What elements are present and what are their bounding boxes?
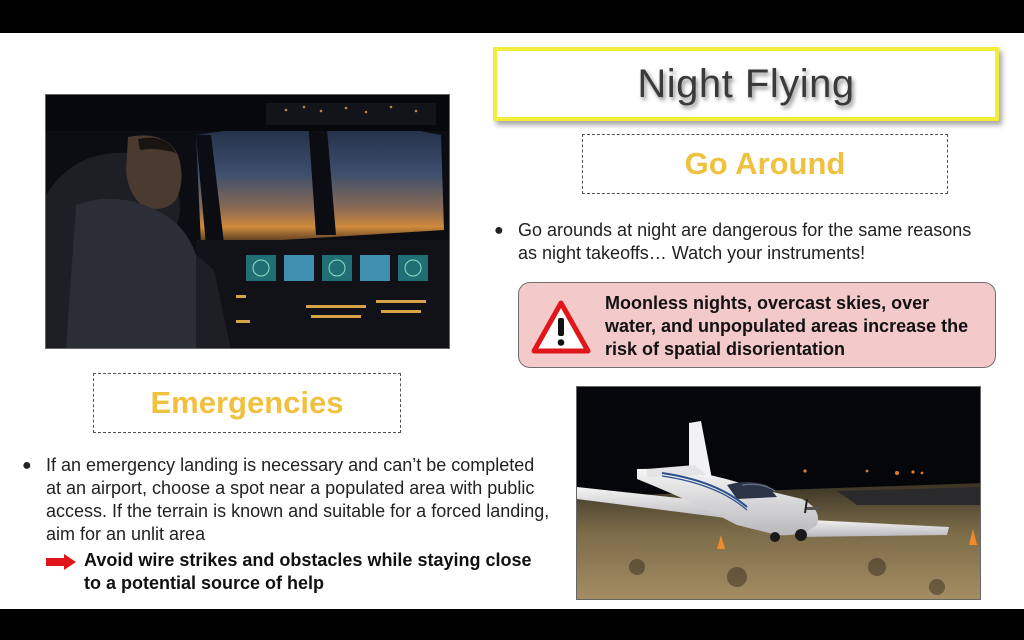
bullet-icon: ● xyxy=(494,222,504,239)
go-around-bullet-text: Go arounds at night are dangerous for the same reasons as night takeoffs… Watch your instruments! xyxy=(518,220,972,263)
warning-triangle-icon xyxy=(531,300,591,354)
emergencies-heading: Emergencies xyxy=(150,385,344,420)
go-around-bullets xyxy=(494,219,994,265)
arrow-right-icon xyxy=(46,554,76,570)
bullet-icon: ● xyxy=(22,457,32,474)
list-item xyxy=(494,219,994,265)
letterbox-top xyxy=(0,0,1024,33)
emergencies-bullet-text: If an emergency landing is necessary and can’t be completed at an airport, choose a spot near a populated area with public access. If the terrain is known and suitable for a forced landing, aim for an unlit area xyxy=(46,455,550,544)
emergencies-heading-box xyxy=(93,373,401,433)
sub-point-text: Avoid wire strikes and obstacles while staying close to a potential source of help xyxy=(84,550,532,593)
cockpit-photo xyxy=(45,94,450,349)
slide xyxy=(0,33,1024,609)
slide-title: Night Flying xyxy=(637,61,855,106)
title-box xyxy=(493,47,999,121)
go-around-heading: Go Around xyxy=(684,146,846,181)
emergencies-sub-point xyxy=(46,549,546,595)
emergencies-bullets xyxy=(22,454,552,546)
go-around-heading-box xyxy=(582,134,948,194)
letterbox-bottom xyxy=(0,609,1024,640)
warning-callout xyxy=(518,282,996,368)
crashed-plane-photo xyxy=(576,386,981,600)
list-item xyxy=(22,454,552,546)
warning-text: Moonless nights, overcast skies, over water, and unpopulated areas increase the risk of spatial disorientation xyxy=(605,293,969,359)
